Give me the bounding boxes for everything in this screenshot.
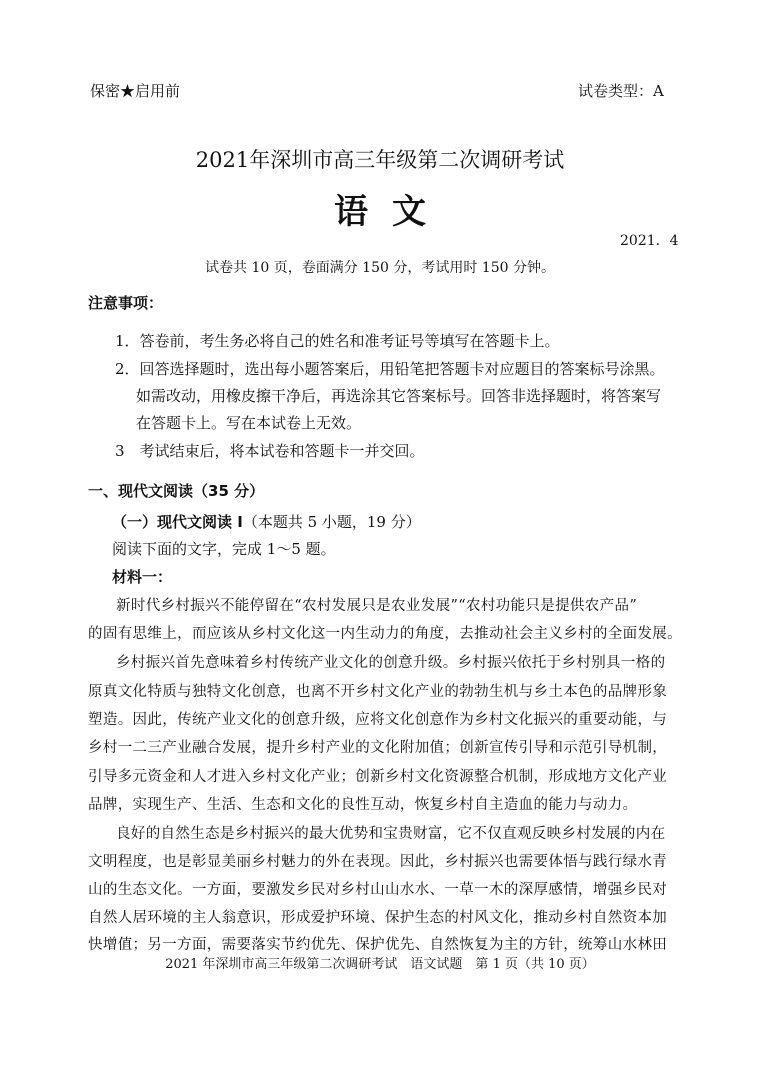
notice-item-continued: 如需改动，用橡皮擦干净后，再选涂其它答案标号。回答非选择题时，将答案写 [136, 387, 662, 405]
passage-line: 良好的自然生态是乡村振兴的最大优势和宝贵财富，它不仅直观反映乡村发展的内在 [116, 826, 666, 842]
section-heading: 一、现代文阅读（35 分） [88, 482, 265, 500]
passage-line: 乡村振兴首先意味着乡村传统产业文化的创意升级。乡村振兴依托于乡村别具一格的 [116, 655, 666, 671]
page-footer: 2021 年深圳市高三年级第二次调研考试 语文试题 第 1 页（共 10 页） [165, 957, 595, 972]
subject-title: 语文 [334, 192, 450, 232]
passage-line: 引导多元资金和人才进入乡村文化产业；创新乡村文化资源整合机制，形成地方文化产业 [88, 769, 668, 785]
notice-heading: 注意事项： [88, 294, 164, 312]
passage-line: 原真文化特质与独特文化创意，也离不开乡村文化产业的勃勃生机与乡土本色的品牌形象 [88, 684, 668, 700]
passage-line: 乡村一二三产业融合发展，提升乡村产业的文化附加值；创新宣传引导和示范引导机制， [88, 740, 668, 756]
exam-info: 试卷共 10 页，卷面满分 150 分，考试用时 150 分钟。 [205, 260, 555, 276]
notice-item: 3 考试结束后，将本试卷和答题卡一并交回。 [115, 442, 425, 460]
notice-item: 1．答卷前，考生务必将自己的姓名和准考证号等填写在答题卡上。 [115, 332, 560, 350]
notice-item-continued: 在答题卡上。写在本试卷上无效。 [136, 414, 362, 432]
passage-line: 文明程度，也是彰显美丽乡村魅力的外在表现。因此，乡村振兴也需要体悟与践行绿水青 [88, 854, 668, 870]
passage-line: 山的生态文化。一方面，要激发乡民对乡村山山水水、一草一木的深厚感情，增强乡民对 [88, 882, 668, 898]
passage-line: 品牌，实现生产、生活、生态和文化的良性互动，恢复乡村自主造血的能力与动力。 [88, 797, 638, 813]
subsection-title: （一）现代文阅读 I [112, 513, 243, 531]
exam-title: 2021年深圳市高三年级第二次调研考试 [195, 148, 565, 172]
passage-line: 快增值；另一方面，需要落实节约优先、保护优先、自然恢复为主的方针，统筹山水林田 [88, 937, 668, 953]
material-label: 材料一： [112, 568, 173, 586]
paper-type-label: 试卷类型：A [578, 82, 664, 100]
passage-line: 自然人居环境的主人翁意识，形成爱护环境、保护生态的村风文化，推动乡村自然资本加 [88, 910, 668, 926]
subsection-note: （本题共 5 小题，19 分） [242, 513, 421, 531]
exam-date: 2021．4 [620, 233, 679, 249]
confidential-label: 保密★启用前 [90, 82, 181, 100]
passage-line: 的固有思维上，而应该从乡村文化这一内生动力的角度，去推动社会主义乡村的全面发展。 [88, 626, 682, 642]
reading-instruction: 阅读下面的文字，完成 1～5 题。 [112, 540, 336, 558]
passage-line: 塑造。因此，传统产业文化的创意升级，应将文化创意作为乡村文化振兴的重要动能，与 [88, 712, 668, 728]
notice-item: 2．回答选择题时，选出每小题答案后，用铅笔把答题卡对应题目的答案标号涂黑。 [115, 360, 665, 378]
passage-line: 新时代乡村振兴不能停留在“农村发展只是农业发展”“农村功能只是提供农产品” [116, 598, 638, 614]
subsection-heading [112, 511, 421, 532]
